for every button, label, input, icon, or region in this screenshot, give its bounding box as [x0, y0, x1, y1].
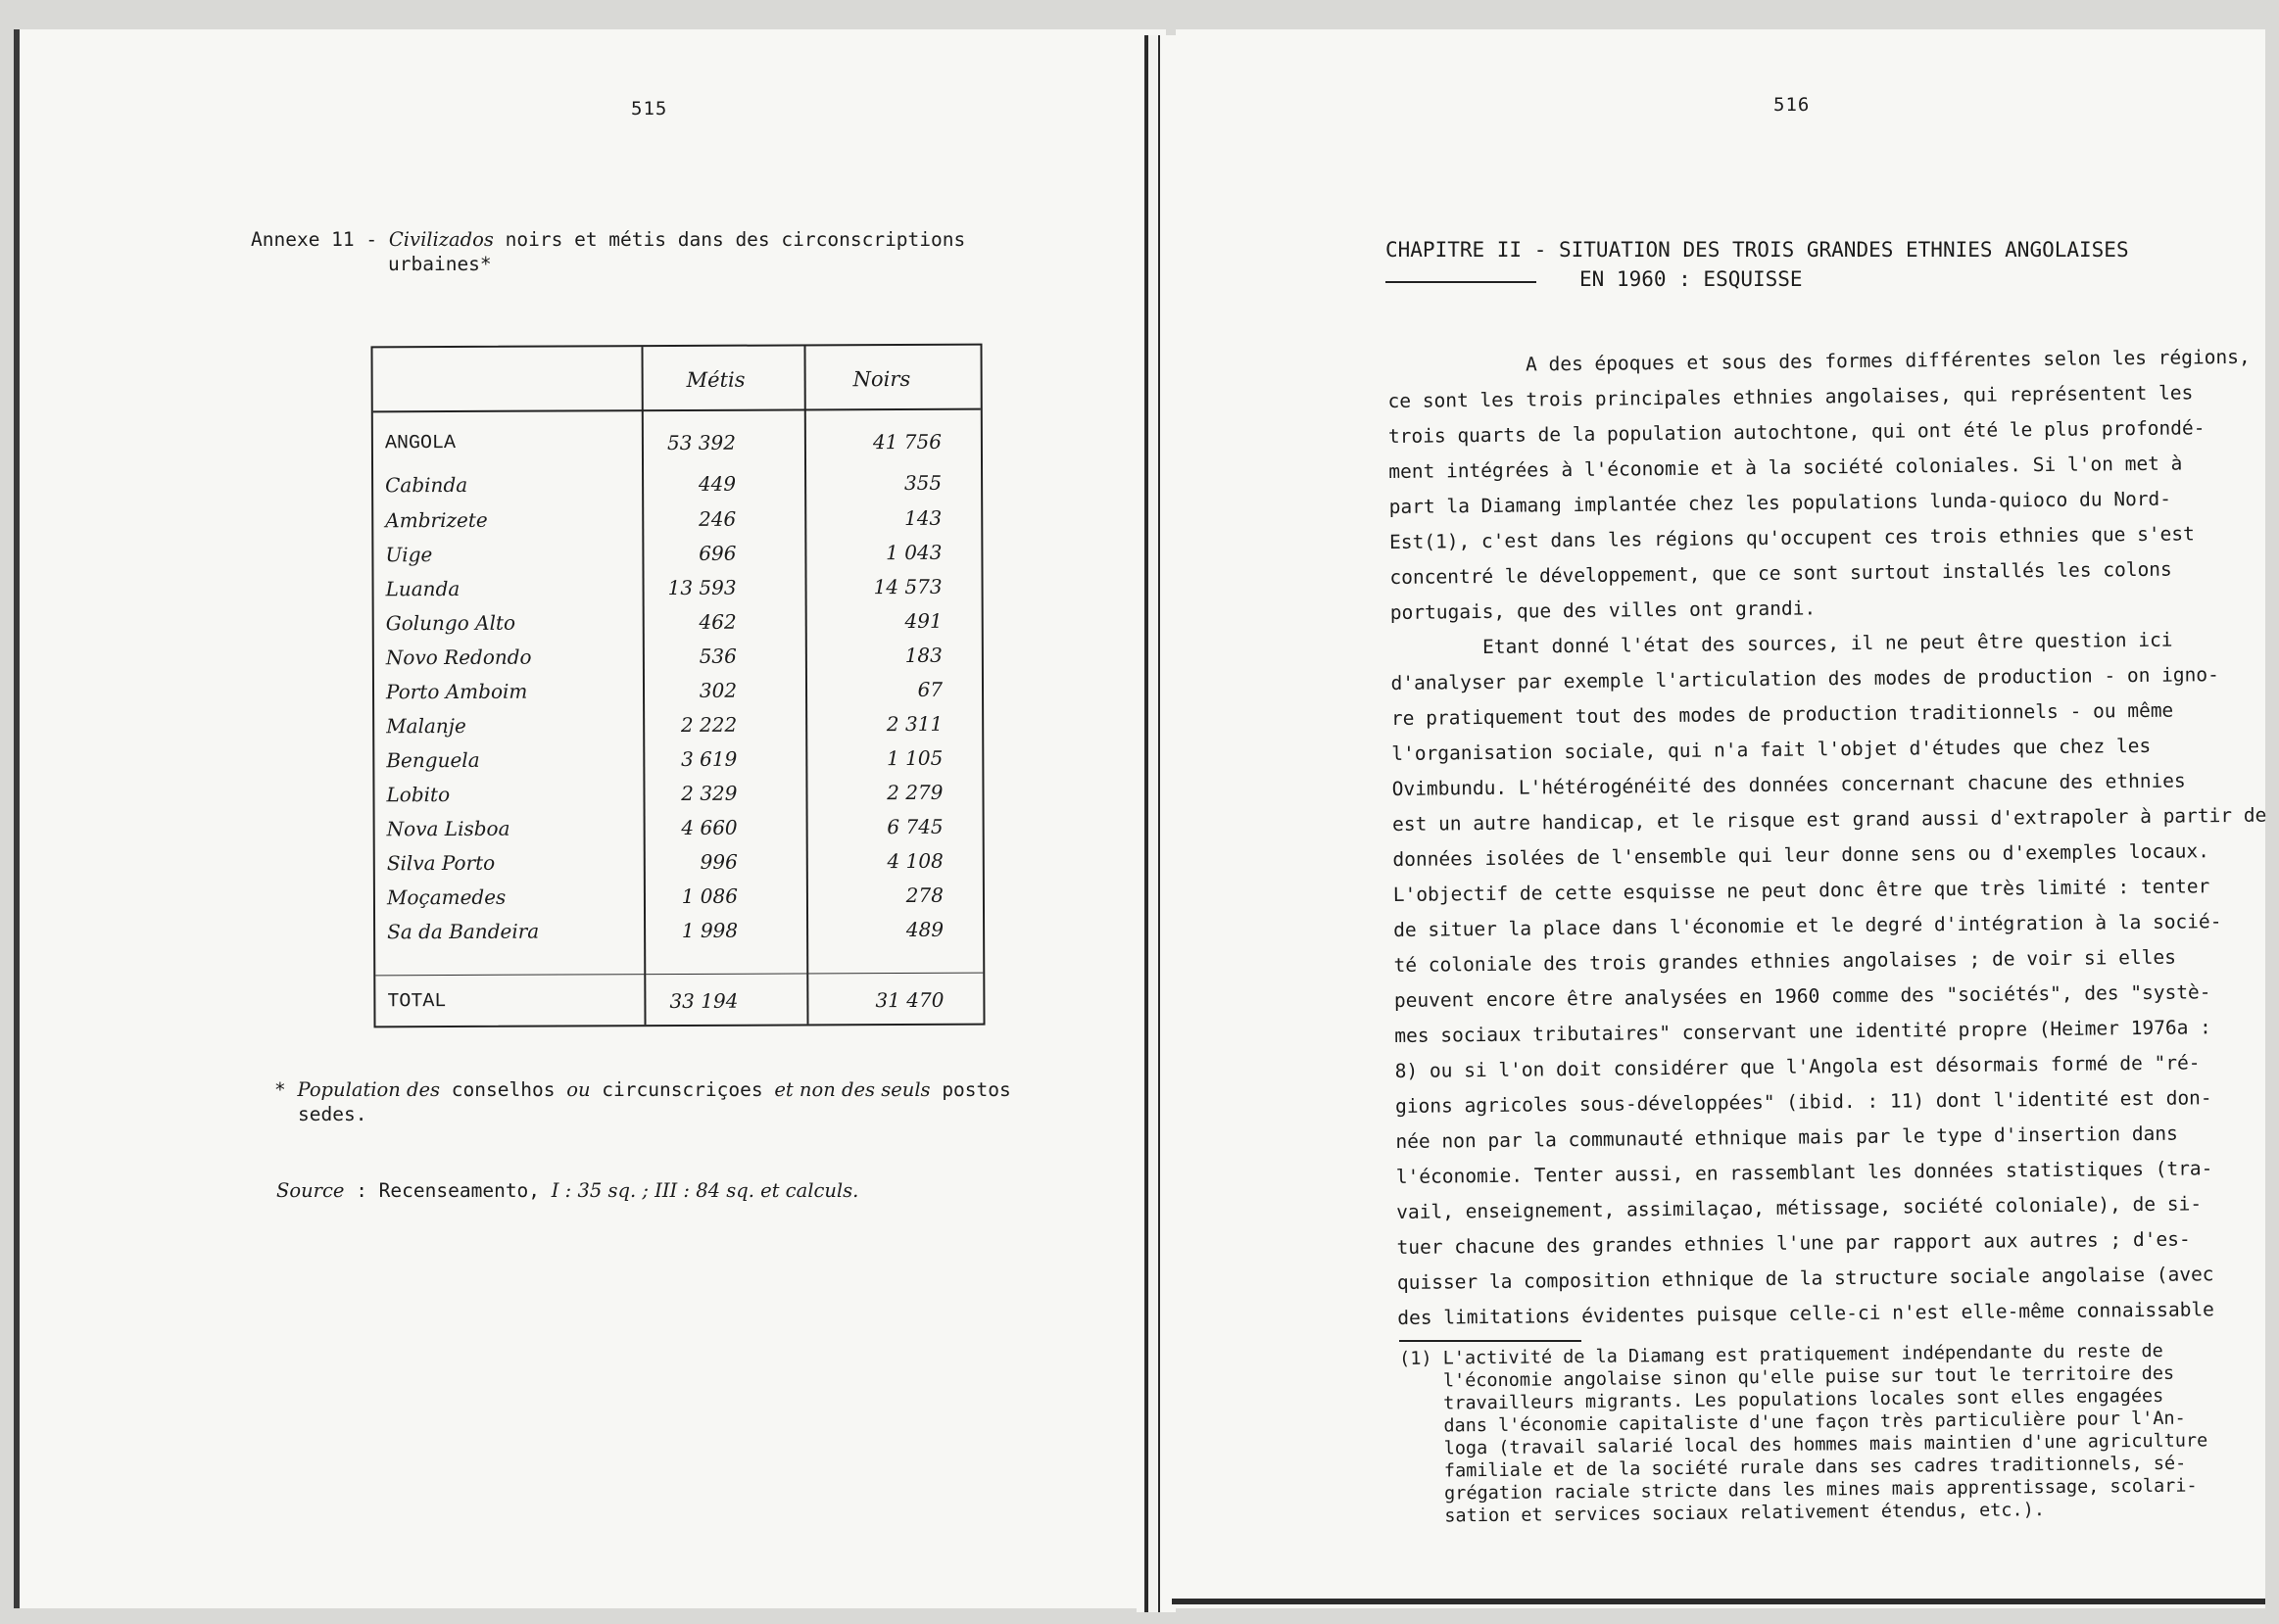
table-footnote: [274, 1077, 1011, 1126]
row-metis: 2 222: [680, 712, 738, 737]
row-name: Novo Redondo: [385, 645, 532, 670]
footnote-rule: [1399, 1340, 1581, 1342]
body-line: té coloniale des trois grandes ethnies angolaises ; de voir si elles: [1393, 945, 2176, 977]
row-name: Cabinda: [385, 472, 468, 498]
row-metis: 449: [698, 471, 737, 496]
footnote-line: l'économie angolaise sinon qu'elle puise sur tout le territoire des: [1399, 1362, 2175, 1392]
table-row: [374, 781, 982, 818]
body-line: Etant donné l'état des sources, il ne peut être question ici: [1390, 628, 2173, 659]
footnote-line: travailleurs migrants. Les populations locales sont elles engagées: [1399, 1385, 2164, 1414]
page-edge: [1172, 1599, 2265, 1604]
body-line: née non par la communauté ethnique mais par le type d'insertion dans: [1395, 1122, 2178, 1153]
body-line: peuvent encore être analysées en 1960 comme des "sociétés", des "systè-: [1393, 980, 2211, 1012]
table-row: [373, 471, 981, 508]
body-line: Est(1), c'est dans les régions qu'occupent ces trois ethnies que s'est: [1388, 522, 2195, 553]
chapter-label: CHAPITRE II: [1385, 238, 1523, 262]
row-noirs: 14 573: [873, 574, 943, 599]
body-line: A des époques et sous des formes différentes selon les régions,: [1387, 345, 2251, 377]
left-page: [14, 29, 1166, 1608]
page-number: 516: [1773, 94, 1811, 116]
table-row: [373, 506, 981, 544]
right-page: [1176, 29, 2265, 1608]
page-footnote: [1399, 1339, 2208, 1528]
body-line: 8) ou si l'on doit considérer que l'Angola est désormais formé de "ré-: [1394, 1051, 2201, 1082]
annex-rest: noirs et métis dans des circonscriptions: [493, 228, 966, 251]
source-ref: I : 35 sq. ; III : 84 sq. et calculs.: [551, 1179, 859, 1202]
footnote-line: dans l'économie capitaliste d'une façon très particulière pour l'An-: [1399, 1408, 2186, 1437]
table-row: [375, 918, 983, 955]
table-row: [375, 849, 983, 886]
table-row: [373, 430, 981, 467]
body-line: concentré le développement, que ce sont surtout installés les colons: [1389, 557, 2172, 589]
annex-title: [251, 227, 965, 276]
row-name: Luanda: [385, 576, 461, 601]
row-metis: 3 619: [681, 746, 738, 771]
footnote-text: circunscriçoes: [590, 1078, 775, 1101]
row-noirs: 278: [905, 883, 944, 907]
footnote-line2: sedes.: [298, 1103, 367, 1125]
chapter-underline: [1385, 281, 1536, 283]
table-row: [374, 575, 982, 612]
total-label: TOTAL: [387, 990, 447, 1014]
total-metis: 33 194: [669, 988, 739, 1014]
row-metis: 536: [699, 644, 737, 668]
row-name: Porto Amboim: [385, 679, 528, 704]
row-name: Nova Lisboa: [386, 816, 510, 841]
row-name: Malanje: [386, 713, 466, 739]
table-row: [374, 644, 982, 681]
body-line: des limitations évidentes puisque celle-ci n'est elle-même connaissable: [1397, 1298, 2214, 1329]
body-line: tuer chacune des grandes ethnies l'une par rapport aux autres ; d'es-: [1396, 1227, 2191, 1259]
body-line: d'analyser par exemple l'articulation des modes de production - on igno-: [1390, 663, 2219, 694]
body-line: portugais, que des villes ont grandi.: [1389, 597, 1817, 624]
footnote-text: conselhos: [440, 1078, 567, 1101]
row-name: Moçamedes: [386, 884, 507, 910]
row-name: ANGOLA: [384, 431, 456, 455]
footnote-italic: et non des seuls: [774, 1078, 931, 1101]
row-noirs: 41 756: [872, 429, 942, 454]
table-row: [374, 746, 982, 784]
row-metis: 2 329: [681, 781, 738, 805]
row-noirs: 2 279: [887, 780, 944, 805]
row-metis: 4 660: [681, 815, 738, 839]
row-noirs: 143: [904, 505, 943, 530]
page-number: 515: [631, 98, 668, 119]
row-noirs: 355: [903, 470, 943, 495]
body-line: trois quarts de la population autochtone, qui ont été le plus profondé-: [1387, 416, 2206, 448]
row-metis: 53 392: [666, 430, 736, 455]
row-metis: 1 086: [681, 884, 738, 908]
body-line: part la Diamang implantée chez les populations lunda-quioco du Nord-: [1388, 487, 2172, 518]
body-line: mes sociaux tributaires" conservant une identité propre (Heimer 1976a :: [1394, 1016, 2211, 1047]
row-noirs: 489: [905, 917, 945, 941]
column-header-metis: Métis: [686, 367, 746, 392]
body-line: l'économie. Tenter aussi, en rassemblant les données statistiques (tra-: [1395, 1157, 2213, 1188]
source-label: Source: [276, 1179, 345, 1202]
footnote-star: *: [274, 1078, 298, 1101]
body-line: est un autre handicap, et le risque est grand aussi d'extrapoler à partir de: [1391, 803, 2267, 836]
footnote-line: loga (travail salarié local des hommes mais maintien d'une agriculture: [1399, 1430, 2208, 1459]
table-row: [373, 541, 981, 578]
body-line: données isolées de l'ensemble qui leur donne sens ou d'exemples locaux.: [1392, 839, 2210, 871]
table-row: [375, 884, 983, 921]
chapter-heading: [1385, 235, 2129, 294]
row-metis: 13 593: [667, 575, 737, 600]
body-line: vail, enseignement, assimilaçao, métissage, société coloniale), de si-: [1396, 1192, 2203, 1223]
row-noirs: 491: [904, 608, 943, 633]
table-row: [374, 678, 982, 715]
row-name: Benguela: [386, 747, 480, 773]
body-line: L'objectif de cette esquisse ne peut donc être que très limité : tenter: [1392, 875, 2210, 906]
row-name: Uige: [385, 543, 433, 567]
footnote-line: familiale et de la société rurale dans ses cadres traditionnels, sé-: [1400, 1453, 2187, 1482]
row-name: Silva Porto: [386, 850, 496, 876]
footnote-line: (1) L'activité de la Diamang est pratiquement indépendante du reste de: [1399, 1340, 2163, 1369]
row-metis: 696: [699, 541, 737, 565]
body-text: [1387, 340, 2272, 1336]
data-table: [370, 344, 985, 1028]
footnote-line: grégation raciale stricte dans les mines mais apprentissage, scolari-: [1400, 1475, 2198, 1505]
row-name: Sa da Bandeira: [387, 919, 540, 944]
body-line: l'organisation sociale, qui n'a fait l'objet d'études que chez les: [1391, 734, 2152, 765]
row-noirs: 6 745: [887, 814, 944, 839]
book-gutter: [1137, 35, 1176, 1612]
footnote-italic: ou: [566, 1078, 591, 1101]
source-note: [276, 1177, 858, 1204]
table-row: [374, 712, 982, 749]
row-metis: 302: [699, 678, 738, 702]
row-noirs: 183: [904, 643, 943, 667]
chapter-title: - SITUATION DES TROIS GRANDES ETHNIES ANGOLAISES: [1522, 238, 2129, 262]
row-metis: 996: [700, 849, 738, 874]
header-rule: [373, 408, 981, 413]
table-row: [374, 609, 982, 646]
body-line: Ovimbundu. L'hétérogénéité des données concernant chacune des ethnies: [1391, 769, 2186, 800]
annex-italic: Civilizados: [388, 228, 494, 251]
body-line: quisser la composition ethnique de la structure sociale angolaise (avec: [1396, 1263, 2214, 1294]
annex-line2: urbaines*: [388, 253, 492, 275]
body-line: ment intégrées à l'économie et à la société coloniales. Si l'on met à: [1388, 452, 2183, 483]
chapter-title-line2: EN 1960 : ESQUISSE: [1579, 267, 1803, 291]
body-line: ce sont les trois principales ethnies angolaises, qui représentent les: [1387, 381, 2194, 412]
row-noirs: 67: [917, 677, 944, 701]
row-metis: 1 998: [681, 918, 739, 942]
footnote-text: postos: [930, 1078, 1011, 1101]
total-row: [375, 988, 983, 1026]
body-line: de situer la place dans l'économie et le degré d'intégration à la socié-: [1393, 910, 2222, 941]
body-line: re pratiquement tout des modes de production traditionnels - ou même: [1390, 698, 2174, 730]
total-rule: [375, 973, 983, 977]
row-name: Ambrizete: [385, 507, 488, 533]
row-metis: 462: [699, 609, 737, 634]
row-noirs: 1 105: [887, 745, 944, 771]
row-noirs: 4 108: [887, 848, 944, 874]
row-name: Golungo Alto: [385, 610, 516, 636]
annex-prefix: Annexe 11 -: [251, 228, 389, 251]
table-row: [375, 815, 983, 852]
row-metis: 246: [699, 506, 737, 531]
footnote-line: sation et services sociaux relativement étendus, etc.).: [1400, 1500, 2046, 1527]
row-name: Lobito: [386, 783, 451, 807]
source-text: : Recenseamento,: [344, 1179, 552, 1202]
row-noirs: 1 043: [886, 540, 943, 565]
total-noirs: 31 470: [875, 987, 945, 1013]
column-header-noirs: Noirs: [852, 366, 911, 392]
footnote-italic: Population des: [297, 1078, 441, 1101]
row-noirs: 2 311: [886, 711, 944, 737]
body-line: gions agricoles sous-développées" (ibid. : 11) dont l'identité est don-: [1394, 1086, 2212, 1118]
